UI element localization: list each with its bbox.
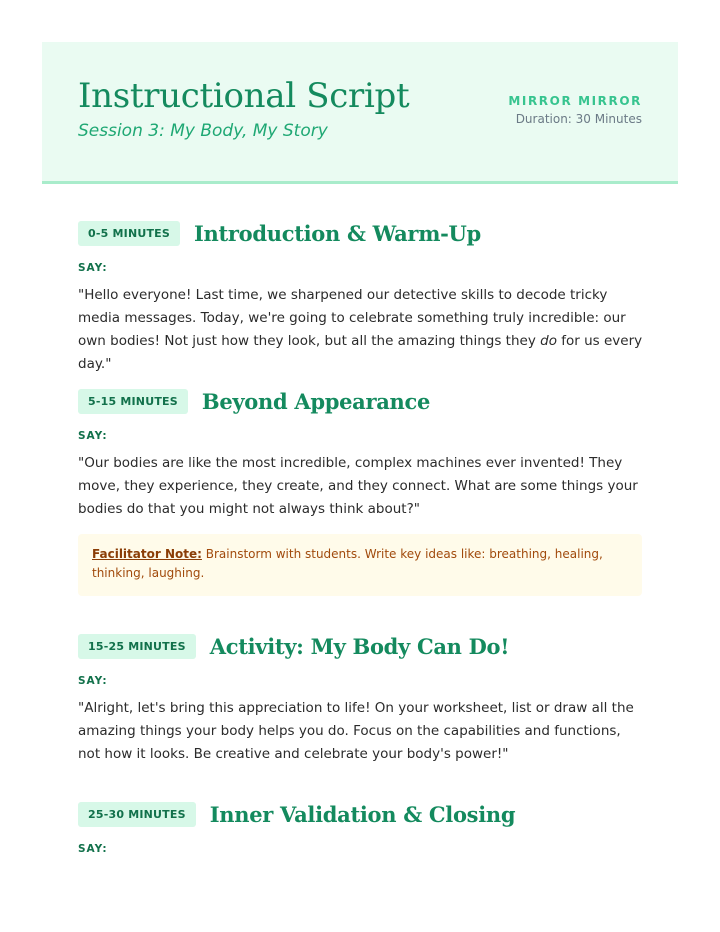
brand-name: MIRROR MIRROR xyxy=(508,94,642,108)
section-beyond-appearance xyxy=(78,386,644,521)
document-title: Instructional Script xyxy=(78,76,410,116)
session-duration: Duration: 30 Minutes xyxy=(515,112,642,126)
section-heading xyxy=(78,631,644,661)
emphasis-word: do xyxy=(540,333,557,349)
time-badge: 0-5 MINUTES xyxy=(78,221,180,246)
session-subtitle: Session 3: My Body, My Story xyxy=(78,121,328,141)
section-heading xyxy=(78,799,644,829)
say-label: SAY: xyxy=(78,675,108,687)
section-heading xyxy=(78,218,644,248)
section-introduction xyxy=(78,218,644,376)
time-badge: 25-30 MINUTES xyxy=(78,802,196,827)
script-text: "Alright, let's bring this appreciation to life! On your worksheet, list or draw all the amazing things your body helps you do. Focus on the capabilities and functions, not how it looks. Be creative and celebrate your body's power!" xyxy=(78,700,634,762)
say-label: SAY: xyxy=(78,430,108,442)
section-activity xyxy=(78,631,644,766)
section-closing xyxy=(78,799,644,855)
section-title: Introduction & Warm-Up xyxy=(194,220,481,246)
say-label: SAY: xyxy=(78,843,108,855)
script-text: "Our bodies are like the most incredible, complex machines ever invented! They move, they experience, they create, and they connect. What are some things your bodies do that you might not always think about?" xyxy=(78,455,638,517)
time-badge: 5-15 MINUTES xyxy=(78,389,188,414)
facilitator-note xyxy=(78,534,642,596)
document-header xyxy=(42,42,678,184)
facilitator-note-label: Facilitator Note: xyxy=(92,547,202,561)
section-title: Activity: My Body Can Do! xyxy=(209,633,510,659)
section-heading xyxy=(78,386,644,416)
say-label: SAY: xyxy=(78,262,108,274)
facilitator-note-text: Brainstorm with students. Write key ideas like: breathing, healing, thinking, laughing. xyxy=(92,547,603,580)
section-title: Beyond Appearance xyxy=(201,388,431,414)
time-badge: 15-25 MINUTES xyxy=(78,634,196,659)
script-text: "Hello everyone! Last time, we sharpened our detective skills to decode tricky media messages. Today, we're going to celebrate something truly incredible: our own bodies! Not just how they look, but all the amazing things they do for us every day." xyxy=(78,287,643,372)
section-title: Inner Validation & Closing xyxy=(209,801,516,827)
